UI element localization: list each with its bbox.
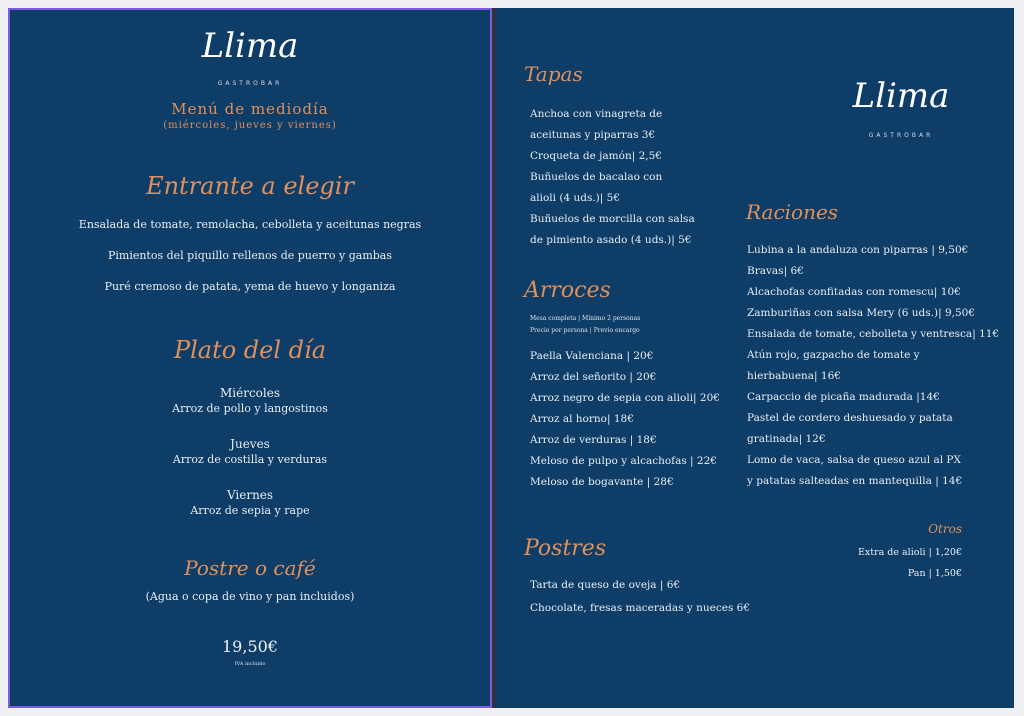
racion-line: Alcachofas confitadas con romescu| 10€ (747, 286, 961, 298)
tapas-line: Buñuelos de morcilla con salsa (530, 213, 695, 225)
entrante-item: Pimientos del piquillo rellenos de puerro y gambas (107, 249, 393, 262)
entrante-item: Ensalada de tomate, remolacha, cebolleta y aceitunas negras (78, 218, 422, 231)
plato-heading: Plato del día (173, 336, 327, 364)
day-dish: Arroz de pollo y langostinos (172, 402, 328, 415)
postre-item: Tarta de queso de oveja | 6€ (530, 579, 681, 591)
racion-line: Zamburiñas con salsa Mery (6 uds.)| 9,50€ (747, 307, 976, 319)
menu-subtitle: (miércoles, jueves y viernes) (163, 120, 337, 131)
postres-list (530, 574, 750, 620)
postre-item: Chocolate, fresas maceradas y nueces 6€ (530, 602, 751, 614)
entrantes-heading: Entrante a elegir (146, 172, 354, 200)
postre-heading: Postre o café (184, 556, 316, 580)
arroz-item: Arroz negro de sepia con alioli| 20€ (530, 392, 720, 404)
logo-subtitle: GASTROBAR (217, 80, 283, 87)
racion-line: Ensalada de tomate, cebolleta y ventresca| 11€ (747, 328, 1000, 340)
arroz-item: Arroz al horno| 18€ (530, 413, 634, 425)
logo: Llima (852, 76, 950, 116)
arroces-note: Precio por persona | Previo encargo (530, 327, 640, 334)
menu-price: 19,50€ (222, 637, 278, 656)
tapas-heading: Tapas (524, 62, 583, 86)
arroz-item: Meloso de bogavante | 28€ (530, 476, 674, 488)
racion-line: Carpaccio de picaña madurada |14€ (747, 391, 940, 403)
tapas-line: Anchoa con vinagreta de (530, 108, 663, 120)
lunch-menu-page[interactable] (8, 8, 492, 708)
racion-line: Atún rojo, gazpacho de tomate y (747, 349, 920, 361)
raciones-list (747, 240, 999, 492)
racion-line: Lubina a la andaluza con piparras | 9,50€ (747, 244, 969, 256)
menu-title: Menú de mediodía (171, 100, 329, 118)
otros-list (826, 542, 962, 584)
carta-page[interactable] (496, 8, 1014, 708)
otro-item: Extra de alioli | 1,20€ (857, 547, 962, 558)
racion-line: Bravas| 6€ (747, 265, 804, 277)
racion-line: y patatas salteadas en mantequilla | 14€ (747, 475, 963, 487)
otros-heading: Otros (928, 522, 962, 536)
tapas-line: Croqueta de jamón| 2,5€ (530, 150, 662, 162)
tapas-line: Buñuelos de bacalao con (530, 171, 663, 183)
racion-line: gratinada| 12€ (747, 433, 826, 445)
included-note: (Agua o copa de vino y pan incluidos) (145, 590, 355, 603)
logo-subtitle: GASTROBAR (868, 132, 934, 139)
tapas-line: aceitunas y piparras 3€ (530, 129, 656, 141)
arroces-list (530, 346, 720, 493)
day-name: Viernes (226, 488, 274, 502)
arroces-note: Mesa completa | Mínimo 2 personas (530, 315, 641, 322)
tapas-line: alioli (4 uds.)| 5€ (530, 192, 621, 204)
vat-note: IVA incluido (234, 661, 266, 667)
arroces-heading: Arroces (524, 278, 611, 303)
entrante-item: Puré cremoso de patata, yema de huevo y longaniza (104, 280, 396, 293)
arroz-item: Paella Valenciana | 20€ (530, 350, 654, 362)
arroz-item: Arroz del señorito | 20€ (530, 371, 657, 383)
otro-item: Pan | 1,50€ (907, 568, 962, 579)
racion-line: hierbabuena| 16€ (747, 370, 841, 382)
tapas-list (530, 104, 695, 251)
day-name: Jueves (230, 437, 270, 451)
raciones-heading: Raciones (746, 200, 839, 224)
day-name: Miércoles (219, 386, 280, 400)
tapas-line: de pimiento asado (4 uds.)| 5€ (530, 234, 692, 246)
day-dish: Arroz de costilla y verduras (172, 453, 328, 466)
arroz-item: Arroz de verduras | 18€ (530, 434, 657, 446)
racion-line: Lomo de vaca, salsa de queso azul al PX (747, 454, 961, 466)
logo: Llima (201, 26, 299, 66)
arroz-item: Meloso de pulpo y alcachofas | 22€ (530, 455, 717, 467)
postres-heading: Postres (524, 536, 607, 561)
day-dish: Arroz de sepia y rape (190, 504, 310, 517)
racion-line: Pastel de cordero deshuesado y patata (747, 412, 953, 424)
